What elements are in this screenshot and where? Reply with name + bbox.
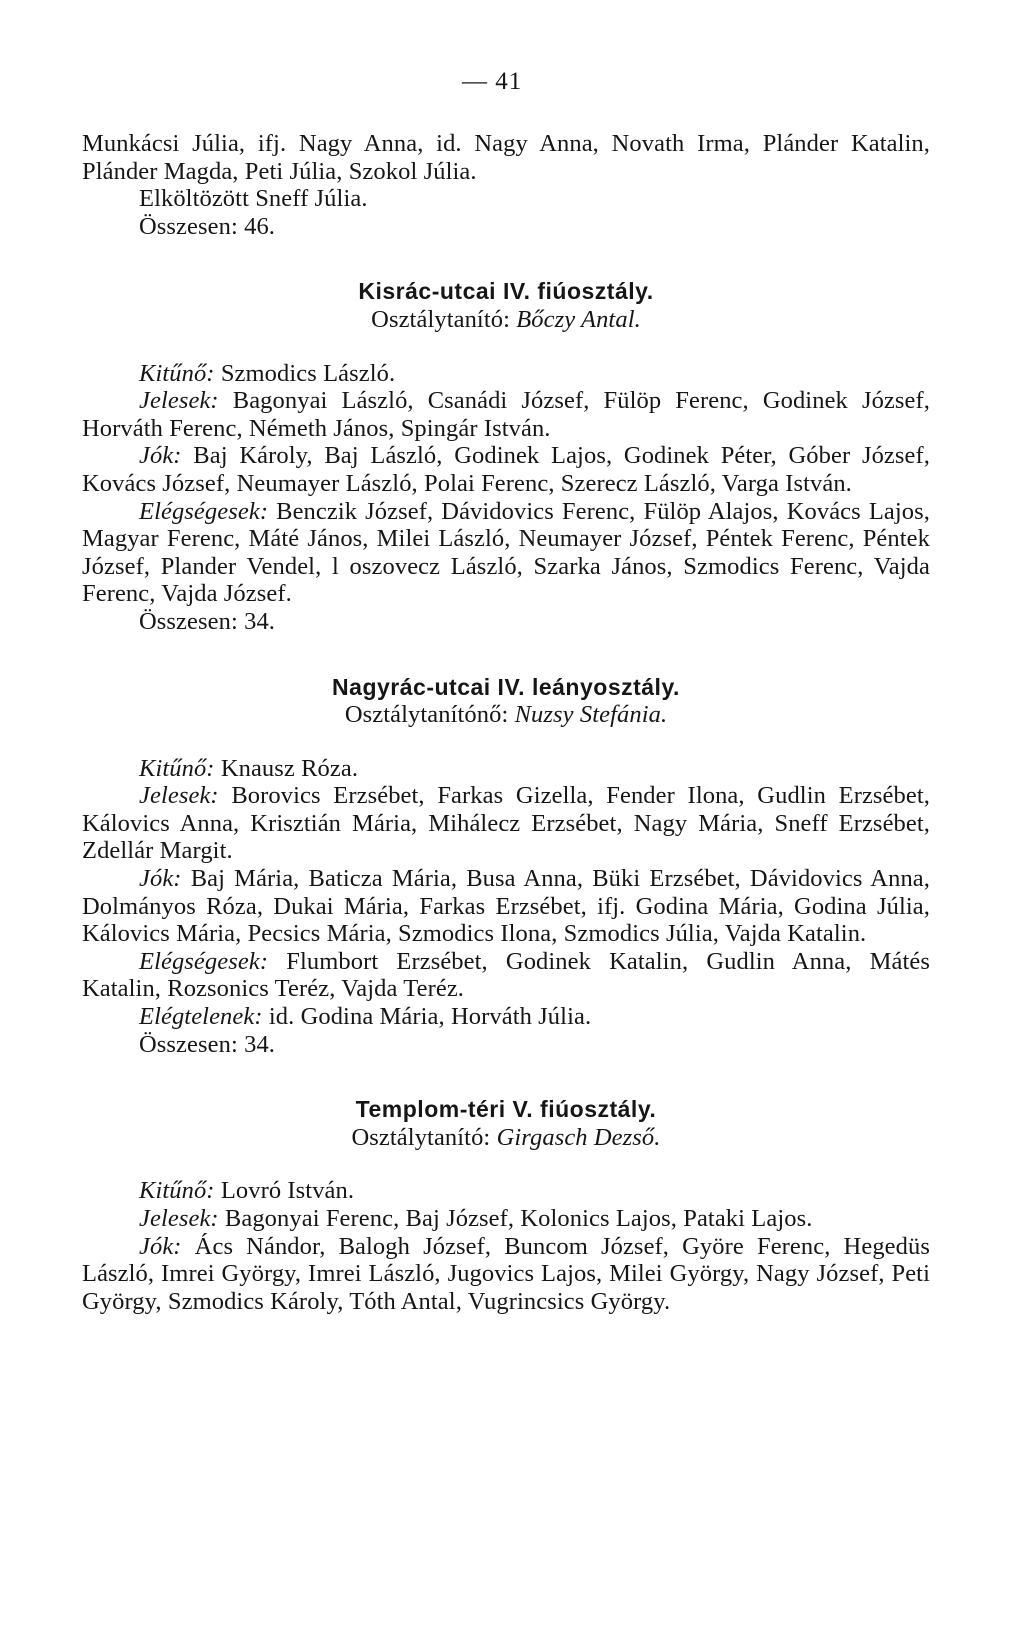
page-body xyxy=(82,130,930,1315)
grade-group-kitunok xyxy=(82,360,930,388)
teacher-label: Osztálytanítónő: xyxy=(344,701,509,729)
grade-group-kitunok xyxy=(82,1177,930,1205)
grade-names: Baj Károly, Baj László, Godinek Lajos, Godinek Péter, Góber József, Kovács József, Neumayer László, Polai Ferenc, Szerecz László, Varga István. xyxy=(82,442,931,497)
teacher-line-nagyrac xyxy=(82,701,930,729)
grade-group-jok xyxy=(82,1233,930,1316)
grade-group-elegtelenek xyxy=(82,1003,930,1031)
teacher-line-templom-teri xyxy=(82,1124,930,1152)
grade-label: Kitűnő: xyxy=(139,359,215,387)
grade-names: Borovics Erzsébet, Farkas Gizella, Fender Ilona, Gudlin Erzsébet, Kálovics Anna, Krisztián Mária, Mihálecz Erzsébet, Nagy Mária, Sneff Erzsébet, Zdellár Margit. xyxy=(82,782,930,865)
grade-names: Bagonyai László, Csanádi József, Fülöp Ferenc, Godinek József, Horváth Ferenc, Németh János, Spingár István. xyxy=(82,387,931,442)
grade-group-jelesek xyxy=(82,782,930,865)
grade-names: Lovró István. xyxy=(220,1177,355,1205)
grade-label: Jók: xyxy=(139,865,182,893)
moved-away-note: Elköltözött Sneff Júlia. xyxy=(139,185,368,213)
teacher-name: Bőczy Antal. xyxy=(516,305,641,333)
grade-names: Knausz Róza. xyxy=(220,754,359,782)
grade-group-kitunok xyxy=(82,755,930,783)
grade-names: Baj Mária, Baticza Mária, Busa Anna, Büki Erzsébet, Dávidovics Anna, Dolmányos Róza, Dukai Mária, Farkas Erzsébet, ifj. Godina Mária, Godina Júlia, Kálovics Mária, Pecsics Mária, Szmodics Ilona, Szmodics Júlia, Vajda Katalin. xyxy=(82,865,931,948)
teacher-line-kisrac xyxy=(82,306,930,334)
grade-label: Elégtelenek: xyxy=(139,1003,263,1031)
grade-label: Elégségesek: xyxy=(139,947,269,975)
grade-names: Ács Nándor, Balogh József, Buncom József, Györe Ferenc, Hegedüs László, Imrei György, Imrei László, Jugovics Lajos, Milei György, Nagy József, Peti György, Szmodics Károly, Tóth Antal, Vugrincsics György. xyxy=(82,1232,930,1315)
grade-group-jelesek xyxy=(82,1205,930,1233)
teacher-name: Nuzsy Stefánia. xyxy=(514,701,668,729)
grade-group-elegsegesek xyxy=(82,948,930,1003)
grade-label: Jók: xyxy=(139,442,182,470)
grade-label: Elégségesek: xyxy=(139,497,269,525)
teacher-label: Osztálytanító: xyxy=(351,1123,491,1151)
section-total: Összesen: 34. xyxy=(139,607,276,635)
grade-group-jok xyxy=(82,865,930,948)
grade-label: Jelesek: xyxy=(139,1205,219,1232)
section-title-nagyrac: Nagyrác-utcai IV. leányosztály. xyxy=(332,673,680,700)
grade-names: Szmodics László. xyxy=(220,359,396,387)
grade-group-jok xyxy=(82,442,930,497)
grade-label: Kitűnő: xyxy=(139,754,215,782)
grade-names: Bagonyai Ferenc, Baj József, Kolonics Lajos, Pataki Lajos. xyxy=(224,1205,813,1232)
grade-group-elegsegesek xyxy=(82,498,930,608)
grade-names: id. Godina Mária, Horváth Júlia. xyxy=(268,1003,592,1031)
page-number: — 41 xyxy=(462,68,523,95)
grade-names: Flumbort Erzsébet, Godinek Katalin, Gudlin Anna, Mátés Katalin, Rozsonics Teréz, Vajda Teréz. xyxy=(82,947,930,1003)
section-title-kisrac: Kisrác-utcai IV. fiúosztály. xyxy=(358,278,654,305)
grade-names: Benczik József, Dávidovics Ferenc, Fülöp Alajos, Kovács Lajos, Magyar Ferenc, Máté János, Milei László, Neumayer József, Péntek Ferenc, Péntek József, Plander Vendel, l oszovecz László, Szarka János, Szmodics Ferenc, Vajda Ferenc, Vajda József. xyxy=(82,497,930,608)
section-title-templom-teri: Templom-téri V. fiúosztály. xyxy=(355,1096,657,1123)
teacher-label: Osztálytanító: xyxy=(371,305,510,333)
grade-label: Jók: xyxy=(139,1232,182,1260)
grade-label: Jelesek: xyxy=(139,387,219,415)
continued-name-list: Munkácsi Júlia, ifj. Nagy Anna, id. Nagy Anna, Novath Irma, Plánder Katalin, Plánder Magda, Peti Júlia, Szokol Júlia. xyxy=(82,130,930,185)
teacher-name: Girgasch Dezső. xyxy=(496,1123,661,1151)
grade-group-jelesek xyxy=(82,387,930,442)
intro-total: Összesen: 46. xyxy=(139,212,276,240)
grade-label: Jelesek: xyxy=(139,782,219,810)
grade-label: Kitűnő: xyxy=(139,1177,215,1205)
section-total: Összesen: 34. xyxy=(139,1030,276,1058)
